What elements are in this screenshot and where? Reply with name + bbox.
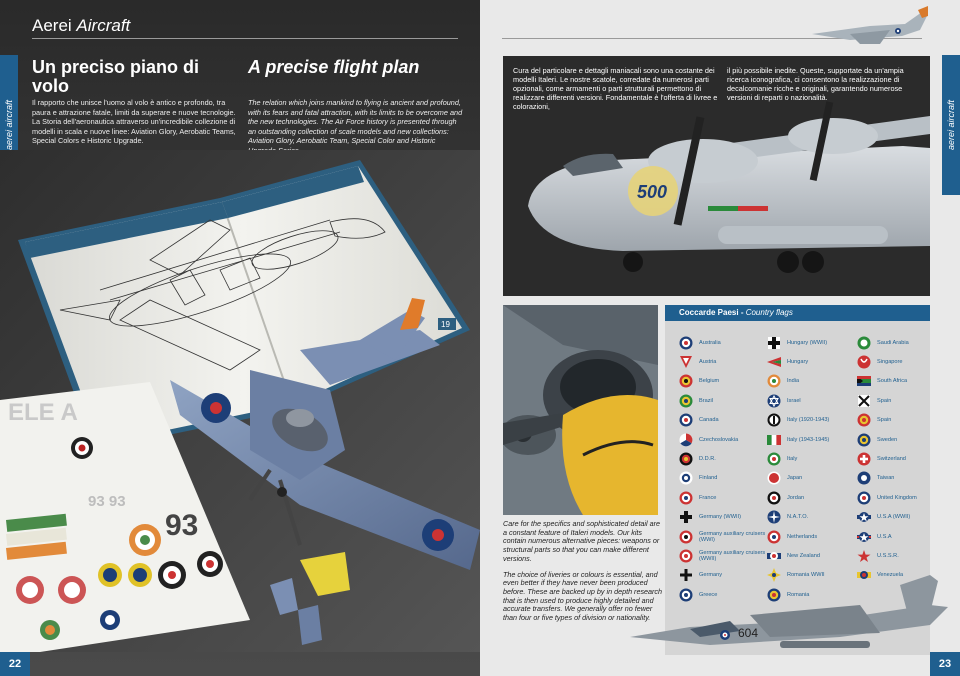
roundel-germany-aux2-icon bbox=[679, 549, 693, 563]
flag-item bbox=[767, 488, 855, 507]
flags-column-2 bbox=[767, 333, 855, 604]
flags-column-1 bbox=[679, 333, 767, 604]
roundel-italy-icon bbox=[767, 452, 781, 466]
flag-label: U.S.A bbox=[877, 533, 892, 540]
flag-label: New Zealand bbox=[787, 552, 820, 559]
flag-label: Germany bbox=[699, 572, 723, 579]
flag-item bbox=[767, 469, 855, 488]
flag-label: Australia bbox=[699, 339, 721, 346]
c27-italian-text-1: Cura del particolare e dettagli maniacali sono una costante dei modelli Italeri. Le nostre scatole, corredate da numerosi parti opzionali, come armamenti o parti strutturali permettono di realizzare differenti versioni. Fondamentale è l'offerta di livree e colorazioni, bbox=[513, 66, 718, 111]
decal-numbers: 93 93 bbox=[88, 493, 126, 510]
flag-label: Hungary (WWII) bbox=[787, 339, 828, 346]
flag-label: Austria bbox=[699, 359, 717, 366]
roundel-belgium-icon bbox=[679, 374, 693, 388]
flag-item bbox=[767, 372, 855, 391]
star-usa-wwii-icon bbox=[857, 510, 871, 524]
flag-label: Hungary bbox=[787, 359, 809, 366]
flag-label: Japan bbox=[787, 475, 803, 482]
flag-item bbox=[857, 449, 945, 468]
flag-label: Czechoslovakia bbox=[699, 436, 739, 443]
chevron-hungary-icon bbox=[767, 355, 781, 369]
page-number-left: 22 bbox=[0, 652, 30, 676]
flag-label: France bbox=[699, 494, 717, 501]
flag-label: Spain bbox=[877, 397, 892, 404]
flag-label: Sweden bbox=[877, 436, 898, 443]
flag-label: Spain bbox=[877, 417, 892, 424]
roundel-new-zealand-icon bbox=[767, 549, 781, 563]
flag-item bbox=[857, 488, 945, 507]
flag-south-africa-icon bbox=[857, 374, 871, 388]
model-photo-left bbox=[0, 150, 480, 652]
flag-item bbox=[857, 508, 945, 527]
flag-label: Italy (1920-1943) bbox=[787, 417, 830, 424]
flag-label: Romania bbox=[787, 591, 810, 598]
flag-item bbox=[679, 333, 767, 352]
flag-item bbox=[679, 430, 767, 449]
roundel-singapore-icon bbox=[857, 355, 871, 369]
italian-body: Il rapporto che unisce l'uomo al volo è antico e profondo, tra paura e attrazione fatale, limiti da superare e nuove tecnologie. La Storia dell'aeronautica attraverso un'incredibile collezione di modelli in scala e nuove linee: Aviation Glory, Aerobatic Teams, Special Colors e Historic Upgrade. bbox=[32, 98, 236, 146]
english-heading: A precise flight plan bbox=[248, 57, 420, 77]
section-title-italic: Aircraft bbox=[76, 16, 131, 35]
roundel-saudi-icon bbox=[857, 336, 871, 350]
flag-label: Venezuela bbox=[877, 572, 904, 579]
roundel-jordan-icon bbox=[767, 491, 781, 505]
harrier-code: 604 bbox=[738, 626, 759, 640]
flag-label: Saudi Arabia bbox=[877, 339, 909, 346]
star-usa-icon bbox=[857, 530, 871, 544]
flag-item bbox=[679, 527, 767, 546]
flag-label: Israel bbox=[787, 397, 801, 404]
flags-title: Coccarde Paesi bbox=[679, 308, 739, 317]
side-tab-left-label: aerei aircraft bbox=[4, 99, 14, 151]
fasces-italy-icon bbox=[767, 413, 781, 427]
flag-item bbox=[767, 449, 855, 468]
flag-label: Germany (WWII) bbox=[699, 514, 741, 521]
flag-item bbox=[679, 449, 767, 468]
flag-label: South Africa bbox=[877, 378, 908, 385]
flag-label: Italy bbox=[787, 456, 798, 463]
care-paragraph-2: The choice of liveries or colours is essential, and even better if they have never been produced before. These are backed up by in depth research that is then used to produce highly detailed and accurate transfers. We generally offer no fewer than four or five types of division or nationality. bbox=[503, 569, 663, 623]
flag-item bbox=[767, 391, 855, 410]
flag-label: Germany auxiliary cruisers (WWII) bbox=[699, 549, 766, 562]
flag-label: Finland bbox=[699, 475, 718, 482]
flag-label: Taiwan bbox=[877, 475, 895, 482]
flag-item bbox=[767, 411, 855, 430]
flag-label: Belgium bbox=[699, 378, 720, 385]
flag-item bbox=[679, 372, 767, 391]
roundel-australia-icon bbox=[679, 336, 693, 350]
hinomaru-japan-icon bbox=[767, 471, 781, 485]
star-ussr-icon bbox=[857, 549, 871, 563]
cockpit-detail-photo bbox=[503, 305, 658, 515]
italian-heading: Un preciso piano di volo bbox=[32, 57, 200, 96]
roundel-uk-icon bbox=[857, 491, 871, 505]
flag-label: India bbox=[787, 378, 800, 385]
roundel-sweden-icon bbox=[857, 433, 871, 447]
flag-label: D.D.R. bbox=[699, 456, 716, 463]
manual-page-number: 19 bbox=[441, 320, 450, 329]
flag-item bbox=[857, 469, 945, 488]
star-israel-icon bbox=[767, 394, 781, 408]
svg-text:500: 500 bbox=[637, 182, 668, 202]
triangle-austria-icon bbox=[679, 355, 693, 369]
roundel-netherlands-icon bbox=[767, 530, 781, 544]
section-title bbox=[32, 16, 130, 36]
cross-hungary-icon bbox=[767, 336, 781, 350]
roundel-spain-icon bbox=[857, 413, 871, 427]
flag-label: Jordan bbox=[787, 494, 805, 501]
compass-nato-icon bbox=[767, 510, 781, 524]
flag-label: Canada bbox=[699, 417, 719, 424]
roundel-brazil-icon bbox=[679, 394, 693, 408]
flag-label: U.S.A (WWII) bbox=[877, 514, 911, 521]
cross-germany-icon bbox=[679, 510, 693, 524]
flag-label: Germany auxiliary cruisers (WWI) bbox=[699, 530, 766, 543]
flag-label: N.A.T.O. bbox=[787, 514, 809, 521]
decal-lettering: ELE A bbox=[8, 399, 78, 426]
roundel-germany-aux-icon bbox=[679, 530, 693, 544]
flag-item bbox=[857, 391, 945, 410]
flag-item bbox=[679, 391, 767, 410]
header-rule bbox=[32, 38, 458, 39]
flag-label: Romania WWII bbox=[787, 572, 825, 579]
a4-skyhawk-model bbox=[810, 4, 930, 50]
flag-item bbox=[767, 527, 855, 546]
flag-item bbox=[857, 546, 945, 565]
flag-italy-icon bbox=[767, 433, 781, 447]
page-number-right: 23 bbox=[930, 652, 960, 676]
flag-label: Netherlands bbox=[787, 533, 818, 540]
roundel-canada-icon bbox=[679, 413, 693, 427]
roundel-finland-icon bbox=[679, 471, 693, 485]
fighter-cockpit-model bbox=[503, 305, 658, 515]
side-tab-right-label: aerei aircraft bbox=[946, 99, 956, 151]
flag-item bbox=[857, 352, 945, 371]
flag-label: Brazil bbox=[699, 397, 713, 404]
flag-item bbox=[767, 508, 855, 527]
cross-spain-icon bbox=[857, 394, 871, 408]
flag-item bbox=[857, 372, 945, 391]
flag-label: U.S.S.R. bbox=[877, 552, 899, 559]
roundel-france-icon bbox=[679, 491, 693, 505]
model-part bbox=[298, 605, 322, 645]
flag-item bbox=[679, 546, 767, 565]
flag-item bbox=[767, 546, 855, 565]
flag-item bbox=[767, 333, 855, 352]
flag-item bbox=[679, 488, 767, 507]
section-title-regular: Aerei bbox=[32, 16, 72, 35]
decal-big-number: 93 bbox=[165, 509, 199, 542]
roundel-india-icon bbox=[767, 374, 781, 388]
flags-column-3 bbox=[857, 333, 945, 585]
flag-item bbox=[857, 430, 945, 449]
c27-italian-text-2: il più possibile inedite. Queste, supportate da un'ampia ricerca iconografica, ci consentono la realizzazione di decalcomanie ricche e originali, garantendo numerose versioni di reparti o nazionalità. bbox=[727, 66, 904, 102]
flag-label: Switzerland bbox=[877, 456, 906, 463]
harrier-model bbox=[630, 575, 950, 660]
flag-label: United Kingdom bbox=[877, 494, 917, 501]
flag-item bbox=[857, 333, 945, 352]
flag-label: Italy (1943-1945) bbox=[787, 436, 830, 443]
flag-item bbox=[857, 411, 945, 430]
side-tab-right bbox=[942, 55, 960, 195]
flag-item bbox=[679, 352, 767, 371]
flags-header: Coccarde Paesi - Country flags bbox=[665, 305, 930, 321]
flag-item bbox=[857, 527, 945, 546]
flags-title-italic: Country flags bbox=[745, 308, 793, 317]
roundel-switzerland-icon bbox=[857, 452, 871, 466]
flag-item bbox=[767, 352, 855, 371]
flag-label: Greece bbox=[699, 591, 718, 598]
flag-item bbox=[679, 411, 767, 430]
care-paragraph-1: Care for the specifics and sophisticated detail are a constant feature of Italeri models. Our kits contain numerous alternative pieces: weapons or structural parts so that you can make different versions. bbox=[503, 519, 661, 563]
flag-item bbox=[679, 508, 767, 527]
flag-item bbox=[679, 469, 767, 488]
roundel-taiwan-icon bbox=[857, 471, 871, 485]
flag-label: Singapore bbox=[877, 359, 903, 366]
flag-item bbox=[767, 430, 855, 449]
english-body: The relation which joins mankind to flying is ancient and profound, with its fears and fatal attraction, with its limits to be overcome and the new technologies. The Air Force history is presented through an outstanding collection of scale models and new collections: Aviation Glory, Aerobatic Team, Special Color and Historic bbox=[248, 98, 463, 146]
roundel-czech-icon bbox=[679, 433, 693, 447]
roundel-ddr-icon bbox=[679, 452, 693, 466]
